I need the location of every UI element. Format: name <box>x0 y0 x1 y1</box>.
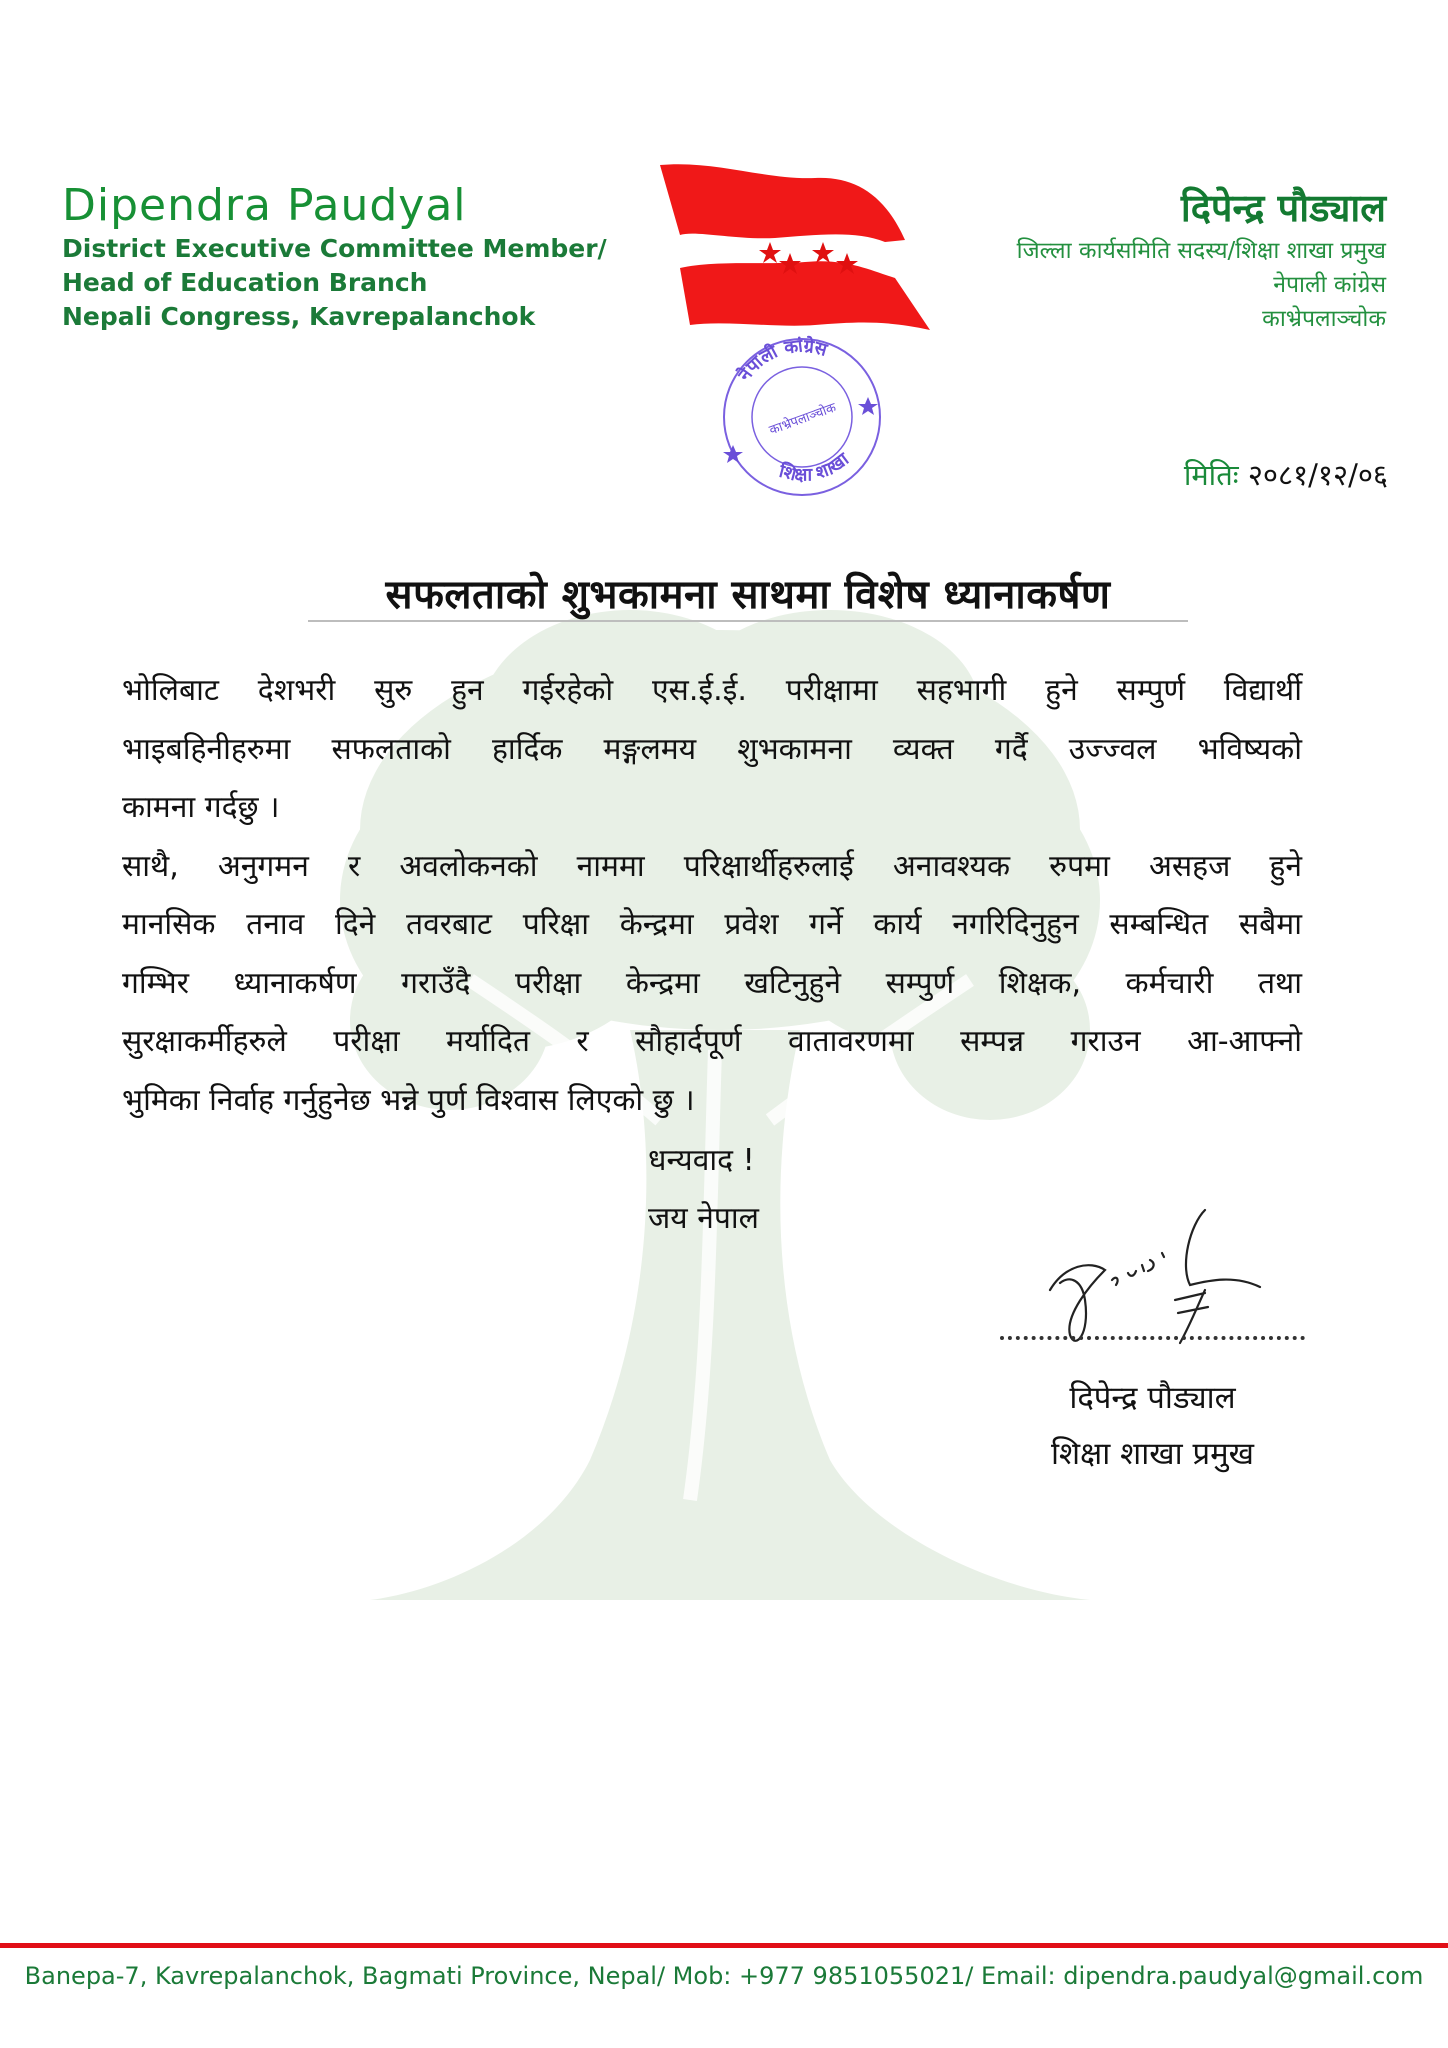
body-line: भोलिबाट देशभरी सुरु हुन गईरहेको एस.ई.ई. परीक्षामा सहभागी हुने सम्पुर्ण विद्यार्थी <box>122 673 1302 708</box>
seal-bottom-text: शिक्षा शाखा <box>776 448 853 486</box>
paragraph-wishes <box>122 662 1302 838</box>
closing-thanks: धन्यवाद ! <box>648 1143 755 1178</box>
author-title-np: जिल्ला कार्यसमिति सदस्य/शिक्षा शाखा प्रमुख <box>1016 238 1386 264</box>
signatory-role: शिक्षा शाखा प्रमुख <box>1050 1436 1255 1472</box>
letter-date <box>1184 455 1388 494</box>
body-line: भाइबहिनीहरुमा सफलताको हार्दिक मङ्गलमय शुभकामना व्यक्त गर्दै उज्ज्वल भविष्यको <box>122 731 1302 767</box>
body-line: सुरक्षाकर्मीहरुले परीक्षा मर्यादित र सौहार्दपूर्ण वातावरणमा सम्पन्न गराउन आ-आफ्नो <box>122 1024 1302 1059</box>
letter-title: सफलताको शुभकामना साथमा विशेष ध्यानाकर्षण <box>385 572 1111 618</box>
signatory-name: दिपेन्द्र पौड्याल <box>1069 1380 1236 1416</box>
header-english-block <box>62 180 607 334</box>
party-seal-icon <box>715 335 890 500</box>
paragraph-attention <box>122 838 1302 1131</box>
title-underline <box>308 620 1188 622</box>
body-line: कामना गर्दछु । <box>122 790 280 825</box>
author-party-np: नेपाली कांग्रेस <box>1273 272 1386 298</box>
date-label: मितिः <box>1183 458 1239 492</box>
footer-red-rule <box>0 1943 1448 1948</box>
body-line: भुमिका निर्वाह गर्नुहुनेछ भन्ने पुर्ण विश्वास लिएको छु । <box>122 1082 695 1118</box>
closing-block <box>648 1132 759 1248</box>
author-name-np: दिपेन्द्र पौड्याल <box>1180 186 1386 230</box>
author-name-en: Dipendra Paudyal <box>62 180 467 231</box>
body-line: साथै, अनुगमन र अवलोकनको नाममा परिक्षार्थीहरुलाई अनावश्यक रुपमा असहज हुने <box>122 848 1302 884</box>
date-value: २०८१/१२/०६ <box>1247 458 1388 492</box>
footer-contact: Banepa-7, Kavrepalanchok, Bagmati Province, Nepal/ Mob: +977 9851055021/ Email: dipendra.paudyal@gmail.com <box>24 1962 1424 1990</box>
closing-salute: जय नेपाल <box>648 1201 759 1236</box>
author-title-en: District Executive Committee Member/ <box>62 234 607 263</box>
seal-top-text: नेपाली कांग्रेस <box>734 335 830 386</box>
signature-dotted-line <box>1000 1336 1305 1340</box>
body-line: गम्भिर ध्यानाकर्षण गराउँदै परीक्षा केन्द्रमा खटिनुहुने सम्पुर्ण शिक्षक, कर्मचारी तथा <box>122 965 1302 1001</box>
header-nepali-block <box>1017 182 1386 336</box>
body-line: मानसिक तनाव दिने तवरबाट परिक्षा केन्द्रमा प्रवेश गर्ने कार्य नगरिदिनुहुन सम्बन्धित सबैमा <box>122 907 1302 942</box>
svg-text:शिक्षा शाखा <box>776 448 854 486</box>
author-district-np: काभ्रेपलाञ्चोक <box>1262 306 1386 332</box>
author-branch-en: Head of Education Branch <box>62 268 428 297</box>
seal-center-text: काभ्रेपलाञ्चोक <box>767 400 839 439</box>
letter-body <box>122 662 1302 1130</box>
author-party-en: Nepali Congress, Kavrepalanchok <box>62 302 536 331</box>
handwritten-signature-icon <box>1030 1205 1270 1345</box>
nepali-congress-flag-icon <box>655 160 935 340</box>
